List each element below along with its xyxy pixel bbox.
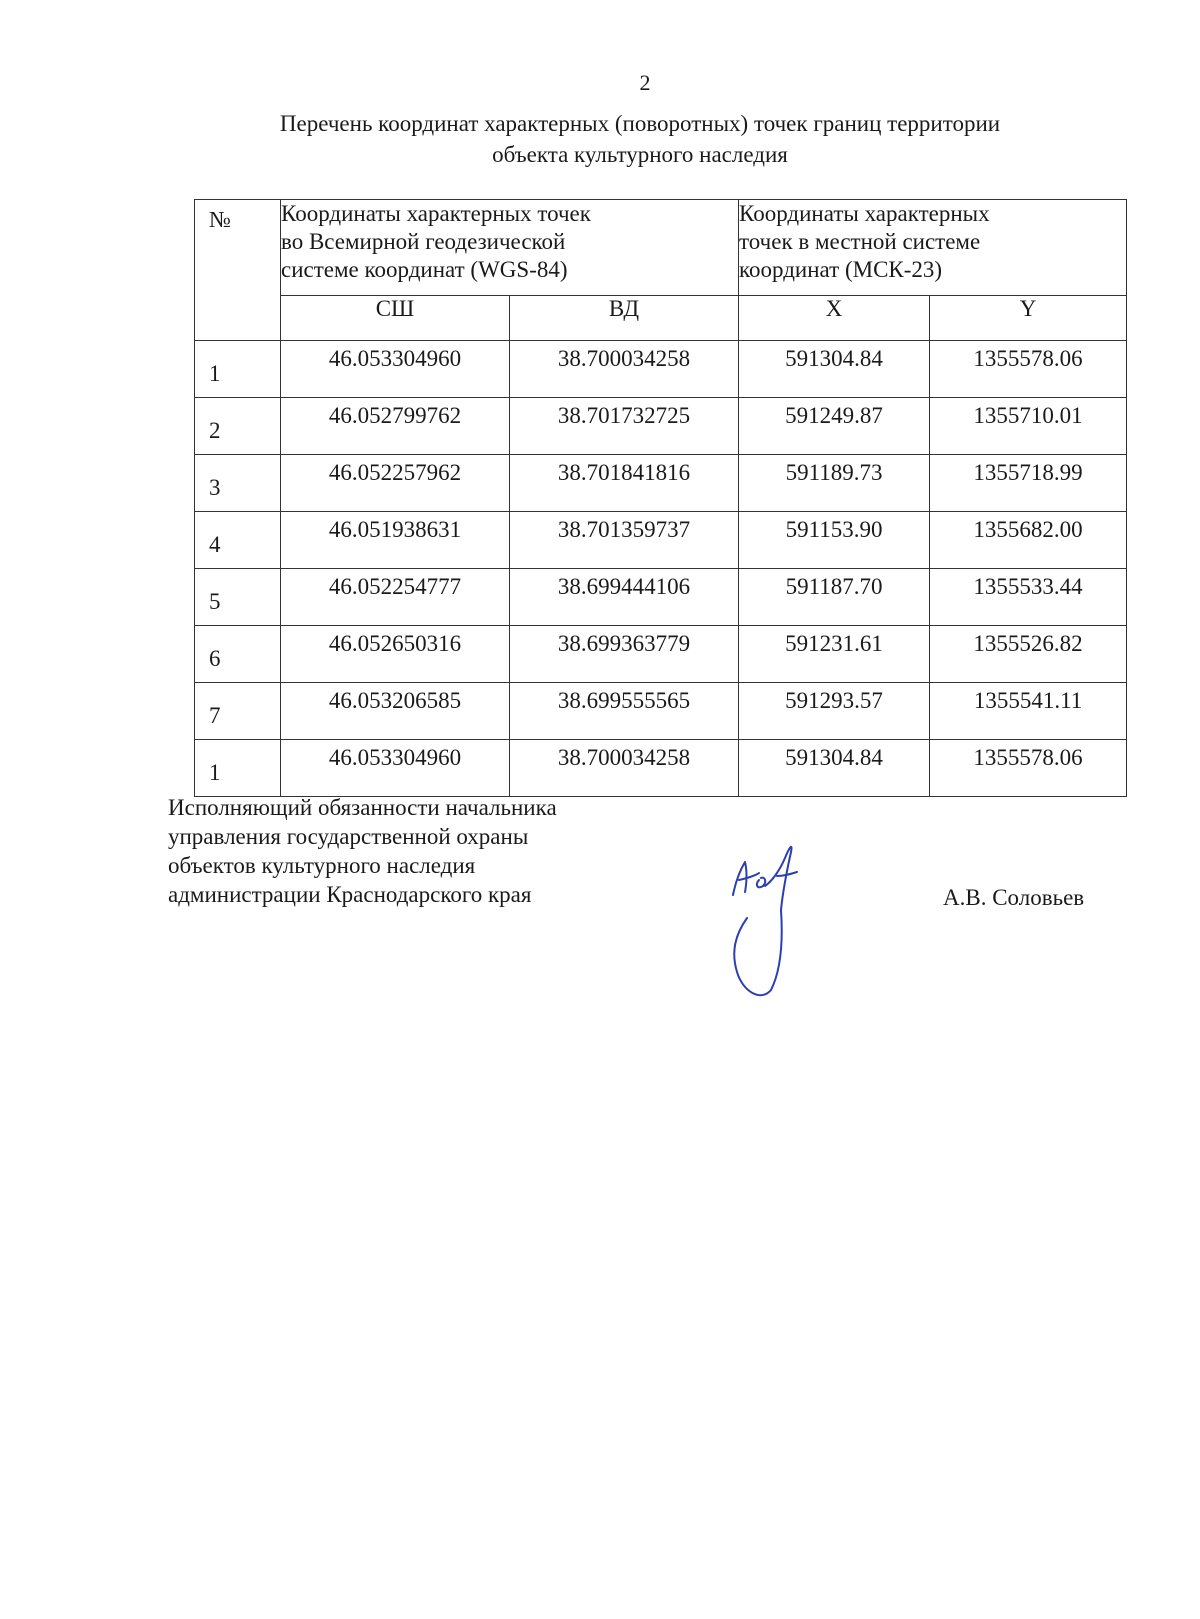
signatory-position <box>168 793 557 909</box>
table-row <box>195 683 1127 740</box>
table-row <box>195 398 1127 455</box>
latitude-cell: 46.051938631 <box>281 512 510 569</box>
longitude-cell: 38.699444106 <box>510 569 739 626</box>
x-cell: 591187.70 <box>739 569 930 626</box>
latitude-cell: 46.052799762 <box>281 398 510 455</box>
header-longitude: ВД <box>510 296 739 341</box>
point-number: 7 <box>195 683 281 740</box>
header-msk23 <box>739 200 1127 296</box>
header-msk23-line: координат (МСК-23) <box>739 257 943 282</box>
header-number: № <box>195 200 281 341</box>
header-wgs84-line: системе координат (WGS-84) <box>281 257 568 282</box>
x-cell: 591189.73 <box>739 455 930 512</box>
document-title-line-2: объекта культурного наследия <box>492 142 788 167</box>
header-msk23-line: точек в местной системе <box>739 229 981 254</box>
signatory-name: А.В. Соловьев <box>943 885 1085 910</box>
signatory-position-line: управления государственной охраны <box>168 824 529 849</box>
header-msk23-line: Координаты характерных <box>739 201 990 226</box>
y-cell: 1355526.82 <box>930 626 1127 683</box>
x-cell: 591249.87 <box>739 398 930 455</box>
latitude-cell: 46.052650316 <box>281 626 510 683</box>
table-row <box>195 740 1127 797</box>
y-cell: 1355541.11 <box>930 683 1127 740</box>
header-y: Y <box>930 296 1127 341</box>
y-cell: 1355533.44 <box>930 569 1127 626</box>
y-cell: 1355718.99 <box>930 455 1127 512</box>
longitude-cell: 38.701841816 <box>510 455 739 512</box>
x-cell: 591293.57 <box>739 683 930 740</box>
longitude-cell: 38.701732725 <box>510 398 739 455</box>
point-number: 1 <box>195 341 281 398</box>
header-x: X <box>739 296 930 341</box>
document-title <box>190 108 1090 170</box>
y-cell: 1355710.01 <box>930 398 1127 455</box>
table-row <box>195 455 1127 512</box>
x-cell: 591231.61 <box>739 626 930 683</box>
page-number: 2 <box>639 70 651 95</box>
longitude-cell: 38.699555565 <box>510 683 739 740</box>
point-number: 1 <box>195 740 281 797</box>
header-latitude: СШ <box>281 296 510 341</box>
point-number: 2 <box>195 398 281 455</box>
signatory-position-line: объектов культурного наследия <box>168 853 476 878</box>
longitude-cell: 38.700034258 <box>510 341 739 398</box>
longitude-cell: 38.699363779 <box>510 626 739 683</box>
x-cell: 591304.84 <box>739 341 930 398</box>
point-number: 5 <box>195 569 281 626</box>
handwritten-signature <box>725 840 815 1000</box>
coordinates-table <box>194 199 1127 797</box>
latitude-cell: 46.053304960 <box>281 341 510 398</box>
latitude-cell: 46.052254777 <box>281 569 510 626</box>
longitude-cell: 38.701359737 <box>510 512 739 569</box>
x-cell: 591304.84 <box>739 740 930 797</box>
point-number: 6 <box>195 626 281 683</box>
point-number: 4 <box>195 512 281 569</box>
longitude-cell: 38.700034258 <box>510 740 739 797</box>
y-cell: 1355578.06 <box>930 341 1127 398</box>
latitude-cell: 46.052257962 <box>281 455 510 512</box>
point-number: 3 <box>195 455 281 512</box>
document-title-line-1: Перечень координат характерных (поворотных) точек границ территории <box>279 111 1001 136</box>
table-row <box>195 341 1127 398</box>
signature-strokes <box>733 847 797 995</box>
signatory-position-line: администрации Краснодарского края <box>168 882 532 907</box>
table-row <box>195 626 1127 683</box>
header-wgs84-line: Координаты характерных точек <box>281 201 591 226</box>
y-cell: 1355578.06 <box>930 740 1127 797</box>
table-row <box>195 512 1127 569</box>
latitude-cell: 46.053304960 <box>281 740 510 797</box>
header-wgs84 <box>281 200 739 296</box>
y-cell: 1355682.00 <box>930 512 1127 569</box>
signatory-position-line: Исполняющий обязанности начальника <box>168 795 557 820</box>
latitude-cell: 46.053206585 <box>281 683 510 740</box>
table-row <box>195 569 1127 626</box>
header-wgs84-line: во Всемирной геодезической <box>281 229 566 254</box>
x-cell: 591153.90 <box>739 512 930 569</box>
